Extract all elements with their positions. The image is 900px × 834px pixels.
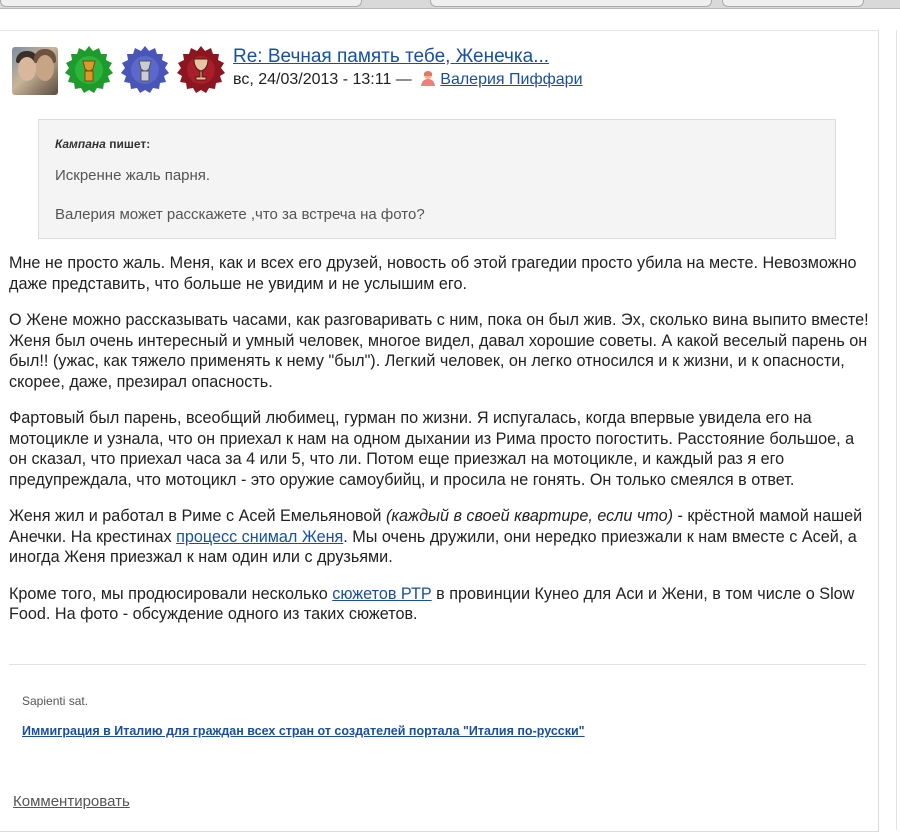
signature-divider (9, 664, 866, 665)
red-medal-icon (176, 45, 226, 95)
signature-link[interactable]: Иммиграция в Италию для граждан всех стран от создателей портала "Италия по-русски" (22, 724, 585, 738)
paragraph-italic: (каждый в своей квартире, если что) (385, 507, 673, 525)
quote-header (55, 137, 150, 151)
page-edge-line (896, 30, 897, 830)
browser-top-strip (0, 0, 900, 9)
paragraph: О Жене можно рассказывать часами, как разговаривать с ним, пока он был жив. Эх, сколько вина выпито вместе! Женя был очень интересный и умный человек, многое видел, давал хорошие советы. А какой веселый парень он был!! (ужас, как тяжело применять к нему "был"). Легкий человек, он легко относился и к жизни, и к опасности, скорее, даже, презирал опасность. (9, 311, 869, 391)
green-medal-icon (64, 45, 114, 95)
paragraph: Мне не просто жаль. Меня, как и всех его друзей, новость об этой грагедии просто убила на месте. Невозможно даже представить, что больше не увидим и не услышим его. (9, 254, 857, 293)
paragraph-text: в провинции Кунео для Аси и Жени, в том числе о Slow Food. На фото - обсуждение одного из таких сюжетов. (9, 584, 855, 623)
paragraph-text: - крёстной мамой нашей Анечки. На крестинах (9, 507, 863, 546)
quote-line: Искренне жаль парня. (55, 167, 211, 184)
signature-motto: Sapienti sat. (22, 694, 89, 708)
paragraph-text: Кроме того, мы продюсировали несколько (9, 584, 333, 603)
quote-line: Валерия может расскажете ,что за встреча на фото? (55, 206, 425, 223)
paragraph-text: . Мы очень дружили, они нередко приезжали к нам вместе с Асей, а иногда Женя приезжал к нам один или с друзьями. (9, 527, 857, 566)
paragraph (9, 584, 871, 625)
quote-block (38, 119, 836, 239)
video-link[interactable]: процесс снимал Женя (176, 527, 344, 546)
post-meta (233, 70, 583, 89)
comment-link[interactable]: Комментировать (13, 793, 130, 810)
post-body (9, 253, 871, 641)
tab-edge (722, 0, 864, 7)
paragraph (9, 506, 871, 568)
post-date: вс, 24/03/2013 - 13:11 — (233, 71, 412, 88)
tab-edge (430, 0, 712, 7)
avatar[interactable] (12, 47, 58, 95)
tab-edge (0, 0, 362, 7)
author-link[interactable]: Валерия Пиффари (440, 71, 583, 88)
quote-author: Кампана (55, 137, 106, 151)
quote-writes: пишет: (105, 137, 151, 151)
rtr-stories-link[interactable]: сюжетов РТР (332, 584, 432, 603)
user-icon (420, 70, 436, 86)
paragraph: Фартовый был парень, всеобщий любимец, гурман по жизни. Я испугалась, когда впервые увидела его на мотоцикле и узнала, что он приехал к нам на одном дыхании из Рима просто погостить. Расстояние большое, а он сказал, что приехал часа за 4 или 5, что ли. Потом еще приезжал на мотоцикле, и каждый раз я его предупреждала, что мотоцикл - это оружие самоубийц, и просила не гонять. Он только смеялся в ответ. (9, 409, 855, 489)
post-title-link[interactable]: Re: Вечная память тебе, Женечка... (233, 46, 550, 67)
blue-medal-icon (120, 45, 170, 95)
paragraph-text: Женя жил и работал в Риме с Асей Емельяновой (9, 507, 386, 525)
